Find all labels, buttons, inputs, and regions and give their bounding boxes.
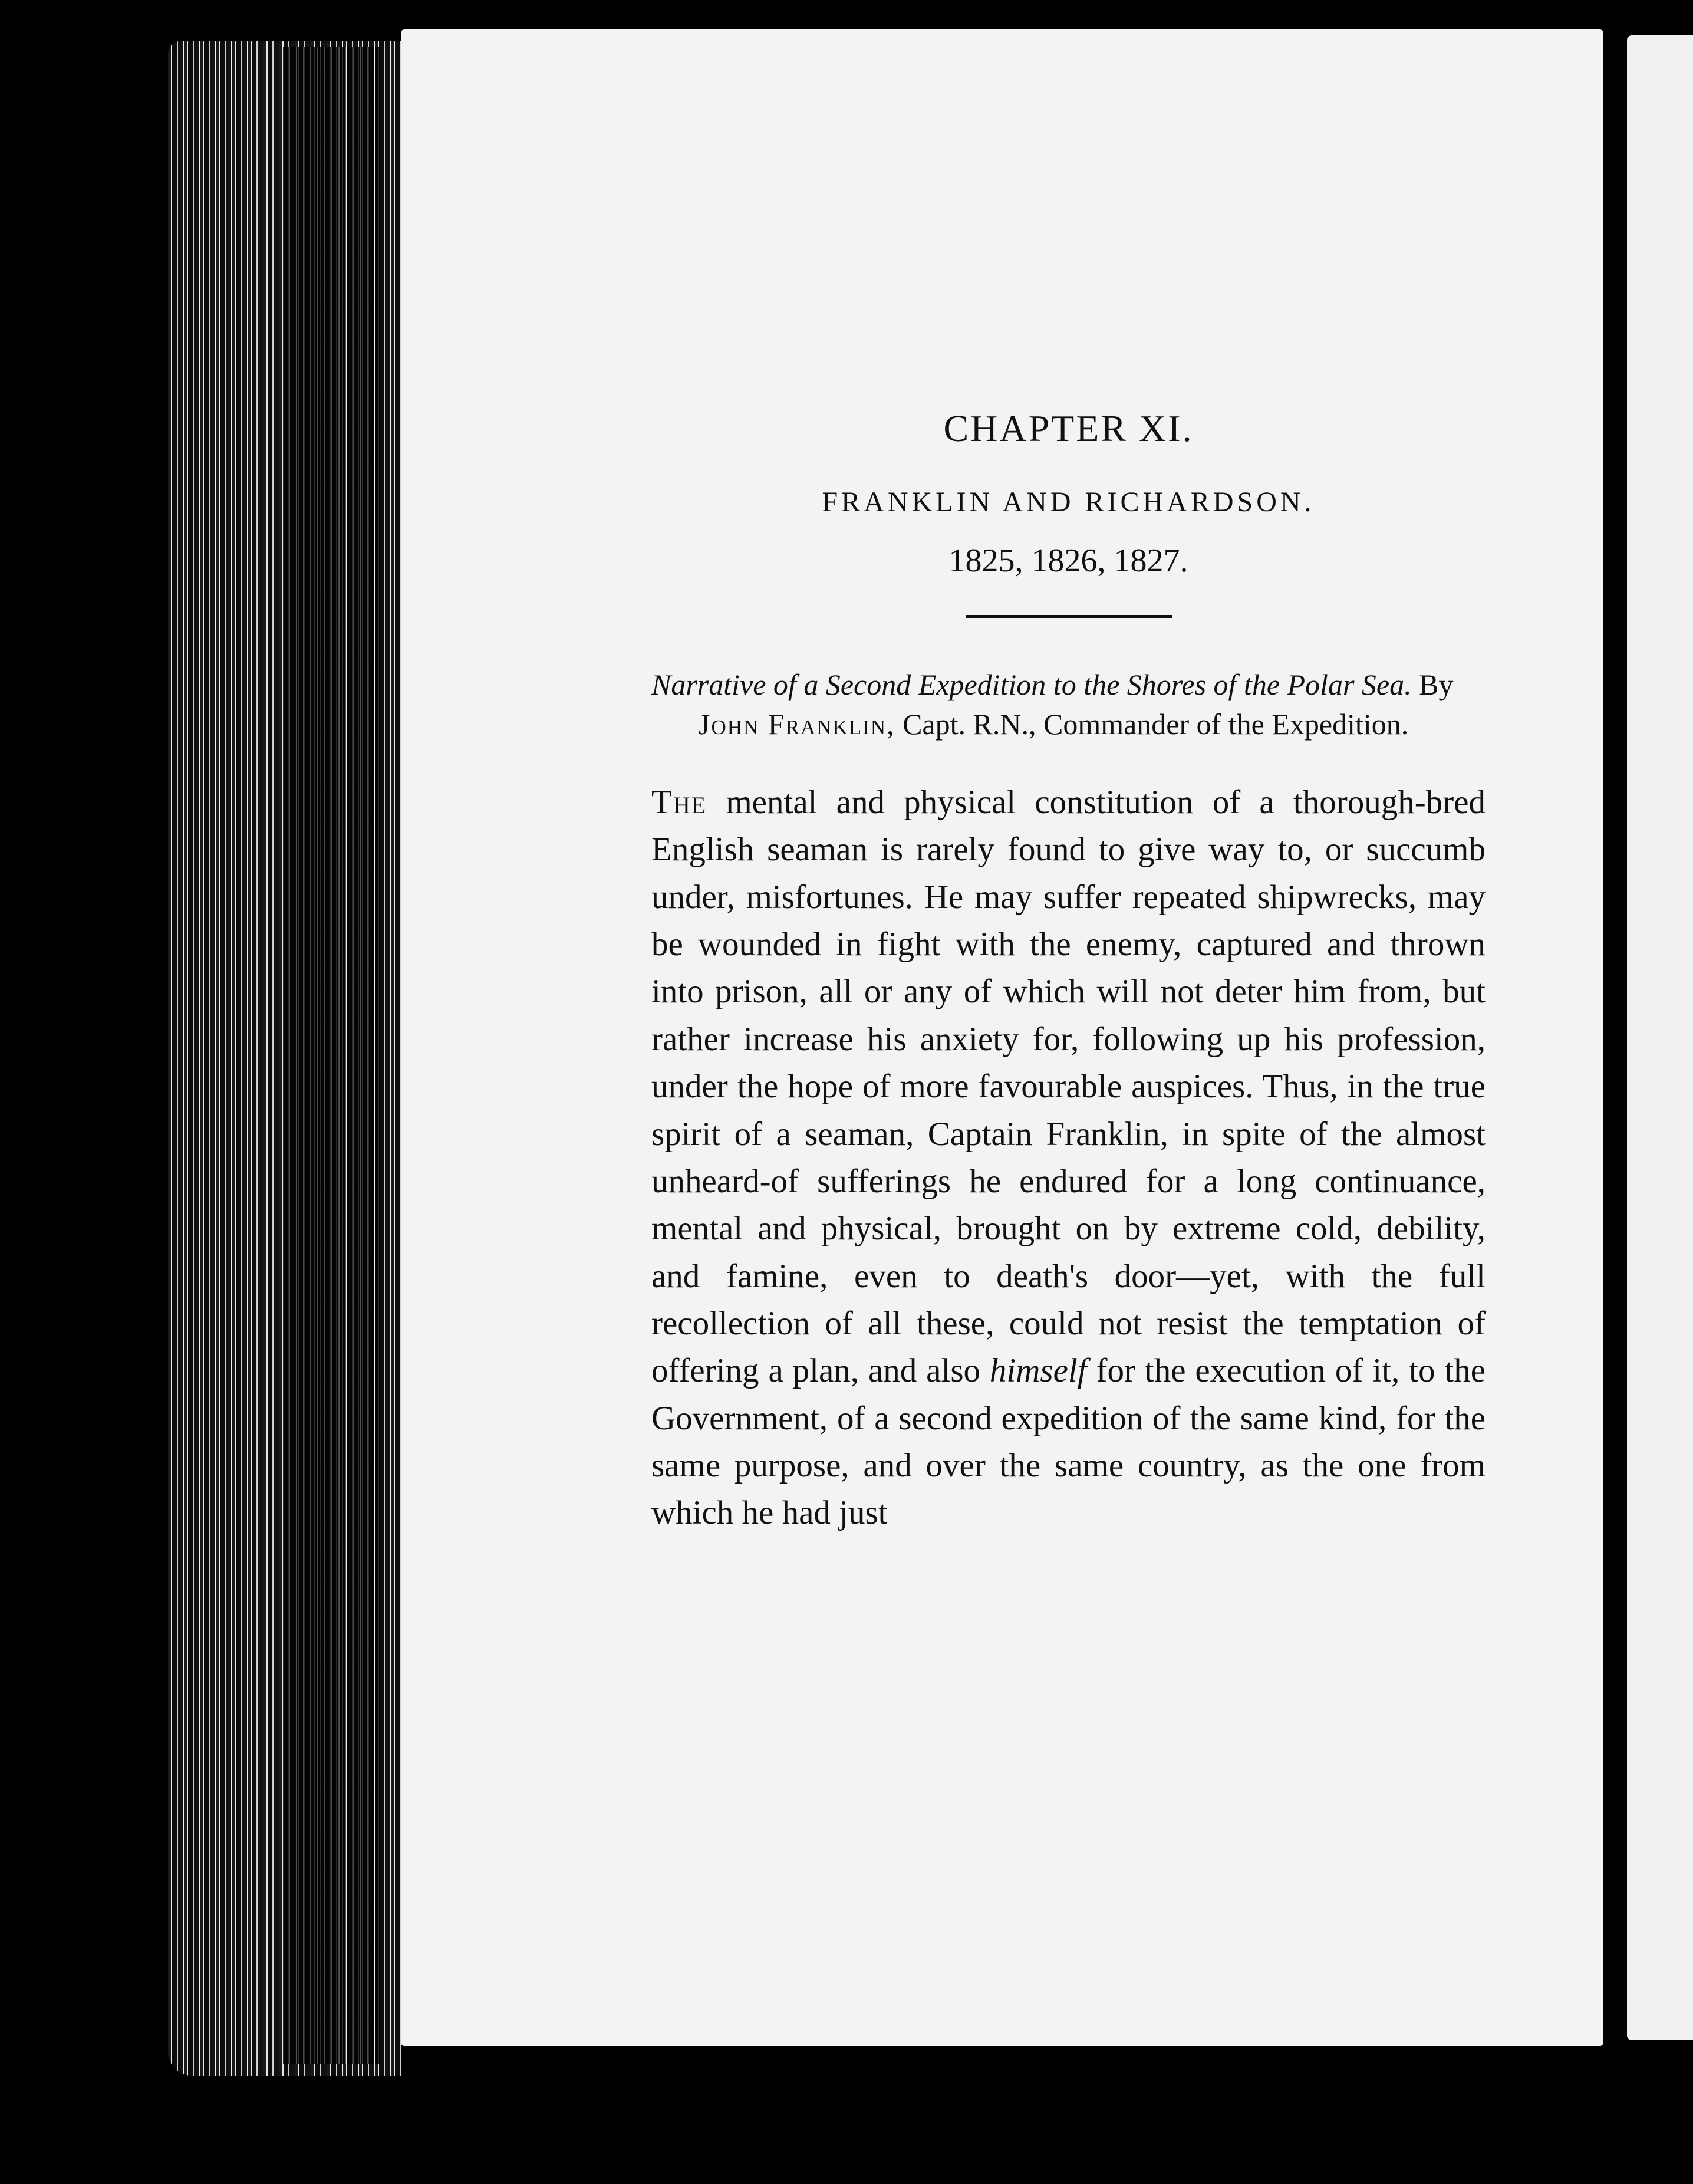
chapter-years: 1825, 1826, 1827. [948,542,1188,579]
chapter-title: CHAPTER XI. [943,407,1194,449]
divider-rule [966,615,1172,618]
body-paragraph [651,779,1486,1537]
citation-author: John Franklin, [699,707,895,741]
citation-title: Narrative of a Second Expedition to the Shores of the Polar Sea. [651,668,1412,701]
paragraph-emphasis: himself [989,1352,1087,1390]
page-content [651,407,1486,1537]
chapter-subtitle: FRANKLIN AND RICHARDSON. [822,486,1315,518]
book-fore-edge-shadow [283,47,380,2064]
facing-page-edge [1627,35,1693,2040]
citation-by: By [1411,668,1454,701]
paragraph-lead: The [651,784,707,821]
citation-rest: Capt. R.N., Commander of the Expedition. [895,707,1409,741]
citation [651,665,1486,744]
paragraph-text-2: for the execution of it, to the Government, of a second expedition of the same kind, for the same purpose, and over the same country, as the one from which he had just [651,1352,1486,1532]
paragraph-text-1: mental and physical constitution of a thorough-bred English seaman is rarely found to give way to, or succumb under, misfortunes. He may suffer repeated shipwrecks, may be wounded in fight with the enemy, captured and thrown into prison, all or any of which will not deter him from, but rather increase his anxiety for, following up his profession, under the hope of more favourable auspices. Thus, in the true spirit of a seaman, Captain Franklin, in spite of the almost unheard-of sufferings he endured for a long continuance, mental and physical, brought on by extreme cold, debility, and famine, even to death's door—yet, with the full recollection of all these, could not resist the temptation of offering a plan, and also [651,784,1486,1390]
